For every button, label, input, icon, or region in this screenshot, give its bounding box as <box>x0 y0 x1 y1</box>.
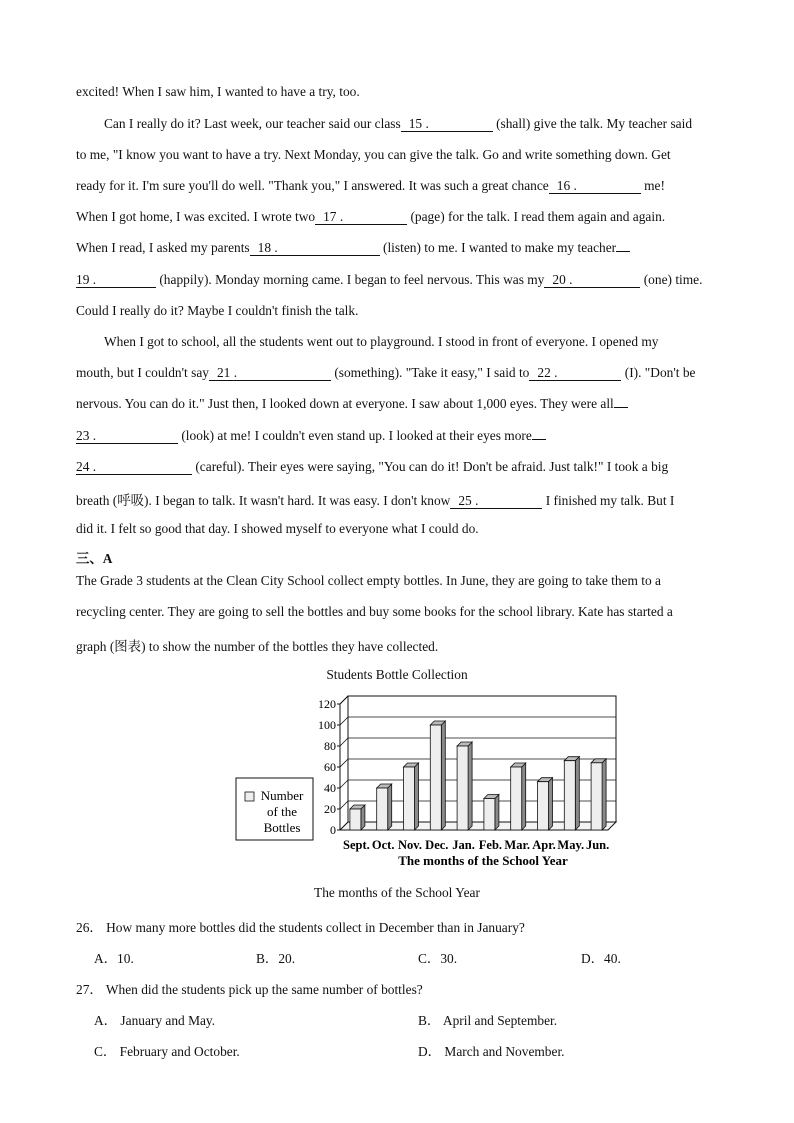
blank-number: 17 . <box>323 209 344 224</box>
chart-x-tick-label: Oct. <box>371 838 395 852</box>
chart-bar-front <box>350 809 361 830</box>
chart-legend-label: Bottles <box>263 820 301 835</box>
chart-x-tick-label: Nov. <box>398 838 422 852</box>
chart-y-tick-label: 20 <box>324 802 336 816</box>
passage-line: The Grade 3 students at the Clean City School collect empty bottles. In June, they are going to take them to a <box>76 573 661 588</box>
chart-bar-front <box>538 782 549 830</box>
text-run: (listen) to me. I wanted to make my teacher <box>379 240 617 255</box>
chart-y-tick-label: 120 <box>318 697 336 711</box>
text-run: (shall) give the talk. My teacher said <box>492 116 693 131</box>
text-run: When I read, I asked my parents <box>76 240 250 255</box>
chart-bar-side <box>549 778 553 830</box>
chart-legend <box>236 778 313 840</box>
question-26: 26． How many more bottles did the students collect in December than in January? <box>76 920 525 935</box>
chart-bar-front <box>564 761 575 830</box>
option-26-a[interactable]: A．10. <box>94 951 134 966</box>
chart-bar-side <box>602 759 606 830</box>
option-27-d[interactable]: D． March and November. <box>418 1044 565 1059</box>
chart-y-tick-label: 40 <box>324 781 336 795</box>
passage-line: to me, "I know you want to have a try. Next Monday, you can give the talk. Go and write something down. Get <box>76 147 671 162</box>
passage-line: When I got to school, all the students went out to playground. I stood in front of everyone. I opened my <box>104 334 659 349</box>
option-26-c[interactable]: C．30. <box>418 951 458 966</box>
chart-bar <box>377 784 392 830</box>
passage-line: recycling center. They are going to sell the bottles and buy some books for the school library. Kate has started a <box>76 604 673 619</box>
passage-line: Could I really do it? Maybe I couldn't finish the talk. <box>76 303 359 318</box>
chart-bar-side <box>388 784 392 830</box>
chart-bar-side <box>415 763 419 830</box>
chart-gridline-edge <box>340 780 348 788</box>
blank-25[interactable] <box>450 494 542 509</box>
chart-bar-front <box>377 788 388 830</box>
option-27-c[interactable]: C． February and October. <box>94 1044 240 1059</box>
chart-bar <box>591 759 606 830</box>
blank-21[interactable] <box>209 366 331 381</box>
chart-bar-front <box>511 767 522 830</box>
chart-gridline-edge <box>340 717 348 725</box>
blank-number: 15 . <box>408 116 429 131</box>
blank-17[interactable] <box>315 210 407 225</box>
blank-15[interactable] <box>401 117 493 132</box>
text-run: (careful). Their eyes were saying, "You can do it! Don't be afraid. Just talk!" I took a big <box>192 459 669 474</box>
passage-line <box>76 490 674 509</box>
blank-number: 16 . <box>556 178 577 193</box>
chart-bar-front <box>591 763 602 830</box>
chart-title: Students Bottle Collection <box>326 667 468 682</box>
chart-bar-front <box>484 799 495 831</box>
chart-gridline-edge <box>340 759 348 767</box>
chart-bar <box>564 757 579 830</box>
chart-x-tick-label: Mar. <box>504 838 530 852</box>
question-27: 27． When did the students pick up the same number of bottles? <box>76 982 423 997</box>
passage-line: did it. I felt so good that day. I showed myself to everyone what I could do. <box>76 521 479 536</box>
chart-bar-side <box>522 763 526 830</box>
chart-x-tick-label: Jun. <box>585 838 610 852</box>
chart-bar <box>404 763 419 830</box>
blank-18[interactable] <box>250 241 380 256</box>
text-run: (something). "Take it easy," I said to <box>330 365 530 380</box>
chart-bar <box>511 763 526 830</box>
bottle-collection-chart <box>230 690 630 875</box>
chart-gridline-edge <box>340 738 348 746</box>
passage-line <box>76 240 630 256</box>
option-26-b[interactable]: B．20. <box>256 951 296 966</box>
chart-x-tick-label: Dec. <box>425 838 449 852</box>
passage-line <box>76 272 702 288</box>
chart-y-tick-label: 60 <box>324 760 336 774</box>
chart-x-label: The months of the School Year <box>398 853 568 868</box>
text-run: nervous. You can do it." Just then, I looked down at everyone. I saw about 1,000 eyes. They were all <box>76 396 614 411</box>
blank-number: 21 . <box>216 365 238 380</box>
chart-bar <box>430 721 445 830</box>
passage-line <box>76 209 665 225</box>
text-run: (happily). Monday morning came. I began to feel nervous. This was my <box>156 272 545 287</box>
passage-line <box>76 396 628 412</box>
blank-number: 20 . <box>552 272 573 287</box>
text-run: (one) time. <box>640 272 703 287</box>
chart-bar <box>484 795 499 831</box>
blank-23[interactable] <box>76 429 178 444</box>
chart-bar-front <box>457 746 468 830</box>
passage-line <box>104 116 692 132</box>
text-run: (page) for the talk. I read them again and again. <box>407 209 666 224</box>
blank-22[interactable] <box>529 366 621 381</box>
blank-number: 19 . <box>76 272 97 287</box>
option-27-a[interactable]: A． January and May. <box>94 1013 216 1028</box>
chart-bar <box>350 805 365 830</box>
chart-gridline-edge <box>340 696 348 704</box>
passage-line <box>76 365 695 381</box>
chart-x-ticks <box>343 838 609 852</box>
blank-24[interactable] <box>76 460 192 475</box>
chart-y-tick-label: 0 <box>330 823 336 837</box>
chart-x-tick-label: Apr. <box>532 838 556 852</box>
blank-24-lead <box>532 439 546 440</box>
chart-x-tick-label: Sept. <box>343 838 370 852</box>
blank-20[interactable] <box>544 273 640 288</box>
chart-x-tick-label: Feb. <box>478 838 503 852</box>
blank-23-lead <box>614 407 628 408</box>
blank-19[interactable] <box>76 273 156 288</box>
blank-number: 25 . <box>458 493 479 508</box>
blank-16[interactable] <box>549 179 641 194</box>
section-heading: 三、A <box>76 551 113 566</box>
text-run: breath (呼吸). I began to talk. It wasn't hard. It was easy. I don't know <box>76 493 451 508</box>
chart-legend-label: Number <box>260 788 304 803</box>
chart-bar-side <box>441 721 445 830</box>
chart-legend-label: of the <box>267 804 297 819</box>
passage-line <box>76 428 546 444</box>
passage-line <box>76 459 668 475</box>
chart-bar-side <box>495 795 499 831</box>
chart-bar-side <box>468 742 472 830</box>
blank-number: 22 . <box>537 365 558 380</box>
chart-y-tick-label: 100 <box>318 718 336 732</box>
chart-x-tick-label: May. <box>557 838 585 852</box>
chart-bar <box>538 778 553 830</box>
chart-x-tick-label: Jan. <box>452 838 475 852</box>
chart-gridline-edge <box>340 801 348 809</box>
text-run: mouth, but I couldn't say <box>76 365 209 380</box>
chart-bar-front <box>404 767 415 830</box>
chart-y-tick-label: 80 <box>324 739 336 753</box>
passage-line: graph (图表) to show the number of the bottles they have collected. <box>76 639 439 654</box>
option-26-d[interactable]: D．40. <box>581 951 621 966</box>
text-run: me! <box>640 178 665 193</box>
text-run: I finished my talk. But I <box>542 493 675 508</box>
blank-number: 23 . <box>76 428 97 443</box>
chart-bar-front <box>430 725 441 830</box>
chart-y-ticks <box>318 697 336 837</box>
text-run: When I got home, I was excited. I wrote two <box>76 209 316 224</box>
option-27-b[interactable]: B． April and September. <box>418 1013 558 1028</box>
text-run: (look) at me! I couldn't even stand up. I looked at their eyes more <box>178 428 532 443</box>
chart-bar <box>457 742 472 830</box>
text-run: ready for it. I'm sure you'll do well. "Thank you," I answered. It was such a great chance <box>76 178 549 193</box>
blank-number: 18 . <box>257 240 278 255</box>
text-run: (I). "Don't be <box>621 365 696 380</box>
text-run: Can I really do it? Last week, our teacher said our class <box>104 116 401 131</box>
blank-19-lead <box>616 251 630 252</box>
passage-line <box>76 178 665 194</box>
passage-line: excited! When I saw him, I wanted to have a try, too. <box>76 84 360 99</box>
chart-legend-swatch <box>245 792 254 801</box>
chart-caption: The months of the School Year <box>314 885 480 900</box>
chart-bar-side <box>575 757 579 830</box>
blank-number: 24 . <box>76 459 97 474</box>
